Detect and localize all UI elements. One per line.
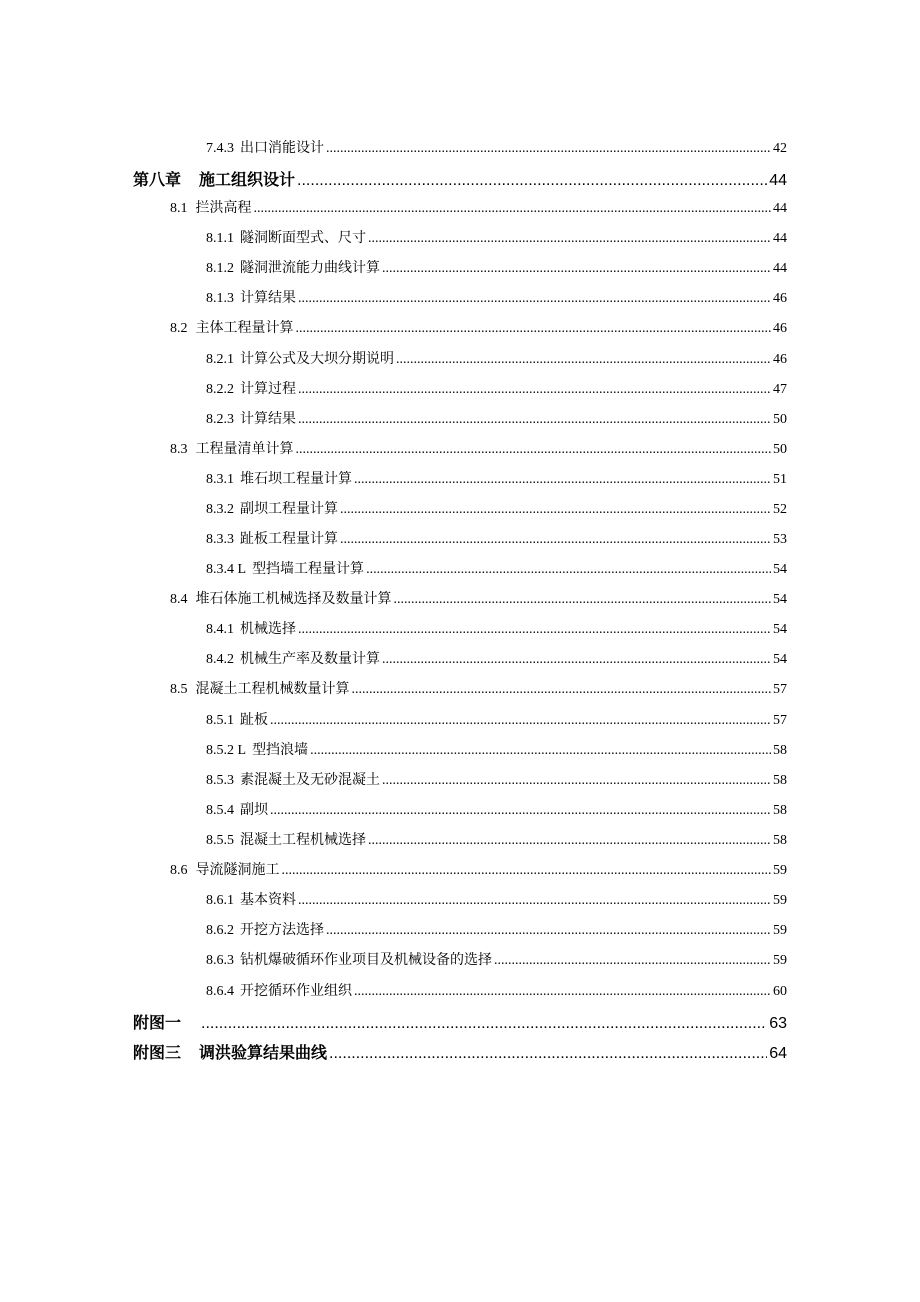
toc-entry-number: 8.2.1 — [206, 352, 234, 367]
dot-leader — [352, 682, 772, 698]
toc-entry-page-number: 44 — [773, 261, 787, 276]
toc-entry-title: 主体工程量计算 — [195, 320, 294, 336]
toc-entry-number: 8.3.2 — [206, 502, 234, 517]
toc-entry-title: 混凝土工程机械选择 — [240, 832, 366, 848]
toc-entry-title: 拦洪高程 — [195, 200, 252, 216]
dot-leader — [296, 442, 772, 458]
toc-entry[interactable] — [170, 197, 787, 217]
toc-entry-title: 开挖方法选择 — [240, 922, 324, 938]
dot-leader — [329, 1045, 767, 1063]
dot-leader — [297, 172, 767, 190]
toc-entry-page-number: 60 — [773, 984, 787, 999]
toc-entry[interactable] — [206, 137, 787, 157]
toc-entry-page-number: 46 — [773, 352, 787, 367]
toc-entry-number: 8.1.2 — [206, 261, 234, 276]
toc-entry-title: 混凝土工程机械数量计算 — [195, 681, 350, 697]
toc-entry-number: 8.2.2 — [206, 382, 234, 397]
toc-entry[interactable] — [206, 739, 787, 759]
toc-entry[interactable] — [206, 468, 787, 488]
toc-entry-page-number: 64 — [769, 1045, 787, 1062]
toc-entry[interactable] — [206, 257, 787, 277]
toc-entry-number: 附图一 — [133, 1013, 182, 1032]
toc-entry[interactable] — [206, 348, 787, 368]
dot-leader — [382, 261, 771, 277]
toc-entry-number: 8.2 — [170, 321, 188, 336]
toc-entry-page-number: 46 — [773, 321, 787, 336]
toc-entry[interactable] — [206, 949, 787, 969]
dot-leader — [298, 893, 771, 909]
toc-entry-number: 8.1.1 — [206, 231, 234, 246]
toc-entry-title: 开挖循环作业组织 — [240, 983, 352, 999]
dot-leader — [282, 863, 772, 879]
toc-entry-title: 趾板 — [240, 712, 268, 728]
dot-leader — [326, 923, 771, 939]
dot-leader — [396, 352, 771, 368]
toc-entry-title: 型挡墙工程量计算 — [252, 561, 365, 577]
toc-entry[interactable] — [206, 498, 787, 518]
dot-leader — [326, 141, 771, 157]
toc-entry-number: 8.4.1 — [206, 622, 234, 637]
toc-entry-page-number: 54 — [773, 652, 787, 667]
toc-entry[interactable] — [133, 1040, 787, 1062]
toc-entry-number: 8.4.2 — [206, 652, 234, 667]
toc-entry[interactable] — [206, 919, 787, 939]
toc-entry-number: 8.4 — [170, 592, 188, 607]
toc-entry-page-number: 53 — [773, 532, 787, 547]
toc-entry-title: 副坝 — [240, 802, 268, 818]
toc-entry-title: 副坝工程量计算 — [240, 501, 338, 517]
toc-entry-page-number: 44 — [773, 201, 787, 216]
dot-leader — [340, 502, 771, 518]
toc-entry-number: 8.5.1 — [206, 713, 234, 728]
toc-entry[interactable] — [206, 769, 787, 789]
dot-leader — [298, 622, 771, 638]
toc-entry-page-number: 54 — [773, 592, 787, 607]
toc-entry-title: 出口消能设计 — [240, 140, 324, 156]
toc-entry-page-number: 58 — [773, 743, 787, 758]
toc-entry-page-number: 50 — [773, 412, 787, 427]
dot-leader — [298, 412, 771, 428]
dot-leader — [354, 984, 771, 1000]
toc-entry-number: 8.3.1 — [206, 472, 234, 487]
toc-entry-title: 施工组织设计 — [199, 170, 296, 189]
dot-leader — [254, 201, 772, 217]
dot-leader — [298, 382, 771, 398]
toc-entry[interactable] — [206, 829, 787, 849]
toc-entry-number: 8.3.3 — [206, 532, 234, 547]
toc-entry-page-number: 59 — [773, 923, 787, 938]
toc-entry-number: 8.6.3 — [206, 953, 234, 968]
toc-entry[interactable] — [133, 1010, 787, 1032]
dot-leader — [368, 833, 771, 849]
toc-entry-page-number: 44 — [773, 231, 787, 246]
toc-entry-title: 堆石坝工程量计算 — [240, 471, 352, 487]
toc-entry-page-number: 46 — [773, 291, 787, 306]
toc-entry-number: 8.5.3 — [206, 773, 234, 788]
toc-entry[interactable] — [206, 227, 787, 247]
toc-entry-title: 机械选择 — [240, 621, 296, 637]
toc-entry[interactable] — [170, 588, 787, 608]
dot-leader — [366, 562, 771, 578]
toc-entry-title: 趾板工程量计算 — [240, 531, 338, 547]
toc-entry-title: 计算结果 — [240, 290, 296, 306]
toc-entry-title: 隧洞断面型式、尺寸 — [240, 230, 366, 246]
toc-entry[interactable] — [170, 317, 787, 337]
toc-entry-title: 计算过程 — [240, 381, 296, 397]
toc-entry-number: 8.5.5 — [206, 833, 234, 848]
dot-leader — [310, 743, 771, 759]
toc-entry-page-number: 42 — [773, 141, 787, 156]
toc-entry-number: 8.6.1 — [206, 893, 234, 908]
toc-entry-title: 导流隧洞施工 — [195, 862, 280, 878]
toc-entry-page-number: 58 — [773, 833, 787, 848]
toc-entry-number: 8.5.4 — [206, 803, 234, 818]
toc-entry-title: 堆石体施工机械选择及数量计算 — [195, 591, 392, 607]
toc-entry-title: 计算公式及大坝分期说明 — [240, 351, 394, 367]
toc-entry-number: 8.6.4 — [206, 984, 234, 999]
dot-leader — [270, 713, 771, 729]
toc-entry-page-number: 44 — [769, 172, 787, 189]
toc-entry-title: 基本资料 — [240, 892, 296, 908]
toc-entry-page-number: 57 — [773, 713, 787, 728]
toc-entry[interactable] — [206, 408, 787, 428]
toc-entry-number: 8.3.4 L — [206, 562, 247, 577]
toc-entry[interactable] — [206, 378, 787, 398]
toc-entry-number: 8.5 — [170, 682, 188, 697]
toc-entry-page-number: 57 — [773, 682, 787, 697]
toc-entry-title: 型挡浪墙 — [252, 742, 309, 758]
toc-entry-page-number: 52 — [773, 502, 787, 517]
toc-entry-title: 钻机爆破循环作业项目及机械设备的选择 — [240, 952, 492, 968]
toc-entry-page-number: 50 — [773, 442, 787, 457]
toc-entry[interactable] — [206, 980, 787, 1000]
dot-leader — [296, 321, 772, 337]
toc-entry-number: 8.1 — [170, 201, 188, 216]
dot-leader — [354, 472, 771, 488]
dot-leader — [382, 773, 771, 789]
toc-entry-number: 8.5.2 L — [206, 743, 247, 758]
toc-entry[interactable] — [170, 859, 787, 879]
toc-entry-page-number: 59 — [773, 953, 787, 968]
toc-entry-number: 8.1.3 — [206, 291, 234, 306]
toc-entry[interactable] — [206, 648, 787, 668]
dot-leader — [382, 652, 771, 668]
toc-entry[interactable] — [170, 438, 787, 458]
toc-entry-title: 隧洞泄流能力曲线计算 — [240, 260, 380, 276]
toc-entry[interactable] — [206, 799, 787, 819]
toc-entry-page-number: 63 — [769, 1015, 787, 1032]
toc-entry-number: 8.6 — [170, 863, 188, 878]
toc-entry-page-number: 58 — [773, 773, 787, 788]
toc-entry-page-number: 51 — [773, 472, 787, 487]
toc-entry[interactable] — [170, 678, 787, 698]
toc-entry-number: 7.4.3 — [206, 141, 234, 156]
toc-entry[interactable] — [206, 709, 787, 729]
toc-entry[interactable] — [206, 618, 787, 638]
toc-entry[interactable] — [133, 167, 787, 189]
toc-entry-page-number: 59 — [773, 893, 787, 908]
toc-entry-page-number: 54 — [773, 622, 787, 637]
toc-entry-page-number: 58 — [773, 803, 787, 818]
dot-leader — [270, 803, 771, 819]
toc-entry-number: 8.6.2 — [206, 923, 234, 938]
toc-entry-title: 工程量清单计算 — [195, 441, 294, 457]
dot-leader — [394, 592, 772, 608]
toc-entry[interactable] — [206, 528, 787, 548]
toc-entry[interactable] — [206, 889, 787, 909]
toc-entry-title: 机械生产率及数量计算 — [240, 651, 380, 667]
toc-entry-title: 计算结果 — [240, 411, 296, 427]
dot-leader — [494, 953, 771, 969]
toc-entry-number: 第八章 — [133, 170, 182, 189]
dot-leader — [298, 291, 771, 307]
toc-entry-page-number: 47 — [773, 382, 787, 397]
toc-entry[interactable] — [206, 287, 787, 307]
toc-entry-number: 附图三 — [133, 1043, 182, 1062]
dot-leader — [340, 532, 771, 548]
dot-leader — [201, 1015, 767, 1033]
toc-entry-number: 8.3 — [170, 442, 188, 457]
toc-entry-page-number: 59 — [773, 863, 787, 878]
toc-entry-title: 调洪验算结果曲线 — [199, 1043, 328, 1062]
toc-entry[interactable] — [206, 558, 787, 578]
toc-entry-title: 素混凝土及无砂混凝土 — [240, 772, 380, 788]
toc-entry-number: 8.2.3 — [206, 412, 234, 427]
toc-entry-page-number: 54 — [773, 562, 787, 577]
dot-leader — [368, 231, 771, 247]
